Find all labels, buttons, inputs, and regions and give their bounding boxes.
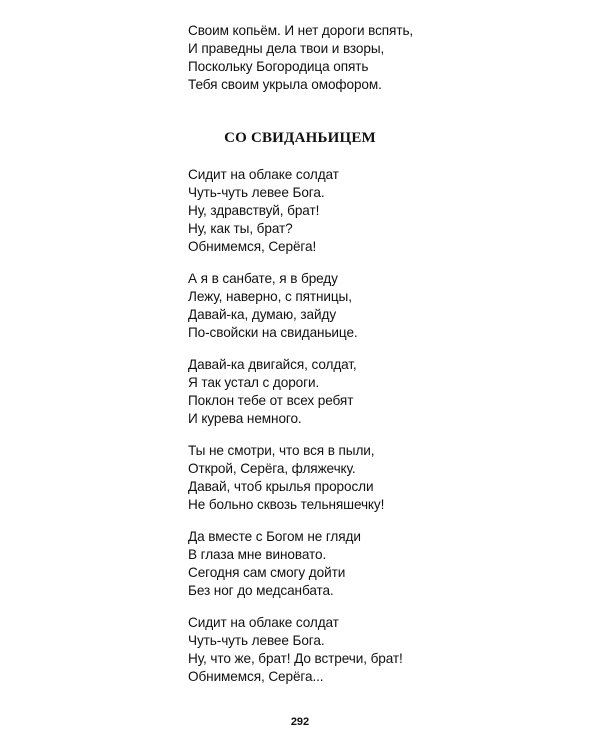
verse-line: Поскольку Богородица опять [188,59,369,74]
verse-line: Сегодня сам смогу дойти [188,565,346,580]
verse-line: Лежу, наверно, с пятницы, [188,289,352,304]
verse-line: В глаза мне виновато. [188,547,327,562]
verse-line: Не больно сквозь тельняшечку! [188,497,385,512]
verse-line: Да вместе с Богом не гляди [188,529,361,544]
verse-line: Давай-ка двигайся, солдат, [188,357,357,372]
stanza-1 [188,166,339,256]
verse-line: А я в санбате, я в бреду [188,271,338,286]
verse-line: Обнимемся, Серёга! [188,239,317,254]
page-number: 292 [290,716,310,728]
verse-line: И курева немного. [188,411,302,426]
verse-line: И праведны дела твои и взоры, [188,41,385,56]
verse-line: Я так устал с дороги. [188,375,320,390]
verse-line: Чуть-чуть левее Бога. [188,185,325,200]
stanza-6 [188,614,403,686]
verse-line: Ну, как ты, брат? [188,221,293,236]
verse-line: Поклон тебе от всех ребят [188,393,354,408]
verse-line: Сидит на облаке солдат [188,167,339,182]
verse-line: Открой, Серёга, фляжечку. [188,461,356,476]
intro-stanza [188,22,413,94]
stanza-2 [188,270,358,342]
verse-line: Обнимемся, Серёга... [188,669,324,684]
verse-line: Своим копьём. И нет дороги вспять, [188,23,414,38]
verse-line: По-свойски на свиданьице. [188,325,358,340]
verse-line: Ты не смотри, что вся в пыли, [188,443,375,458]
verse-line: Сидит на облаке солдат [188,615,339,630]
verse-line: Ну, здравствуй, брат! [188,203,320,218]
verse-line: Давай-ка, думаю, зайду [188,307,337,322]
poem-title: СО СВИДАНЬИЦЕМ [224,130,376,146]
stanza-3 [188,356,357,428]
stanza-4 [188,442,384,514]
stanza-5 [188,528,361,600]
verse-line: Чуть-чуть левее Бога. [188,633,325,648]
verse-line: Без ног до медсанбата. [188,583,334,598]
verse-line: Тебя своим укрыла омофором. [188,77,382,92]
verse-line: Ну, что же, брат! До встречи, брат! [188,651,403,666]
verse-line: Давай, чтоб крылья проросли [188,479,374,494]
